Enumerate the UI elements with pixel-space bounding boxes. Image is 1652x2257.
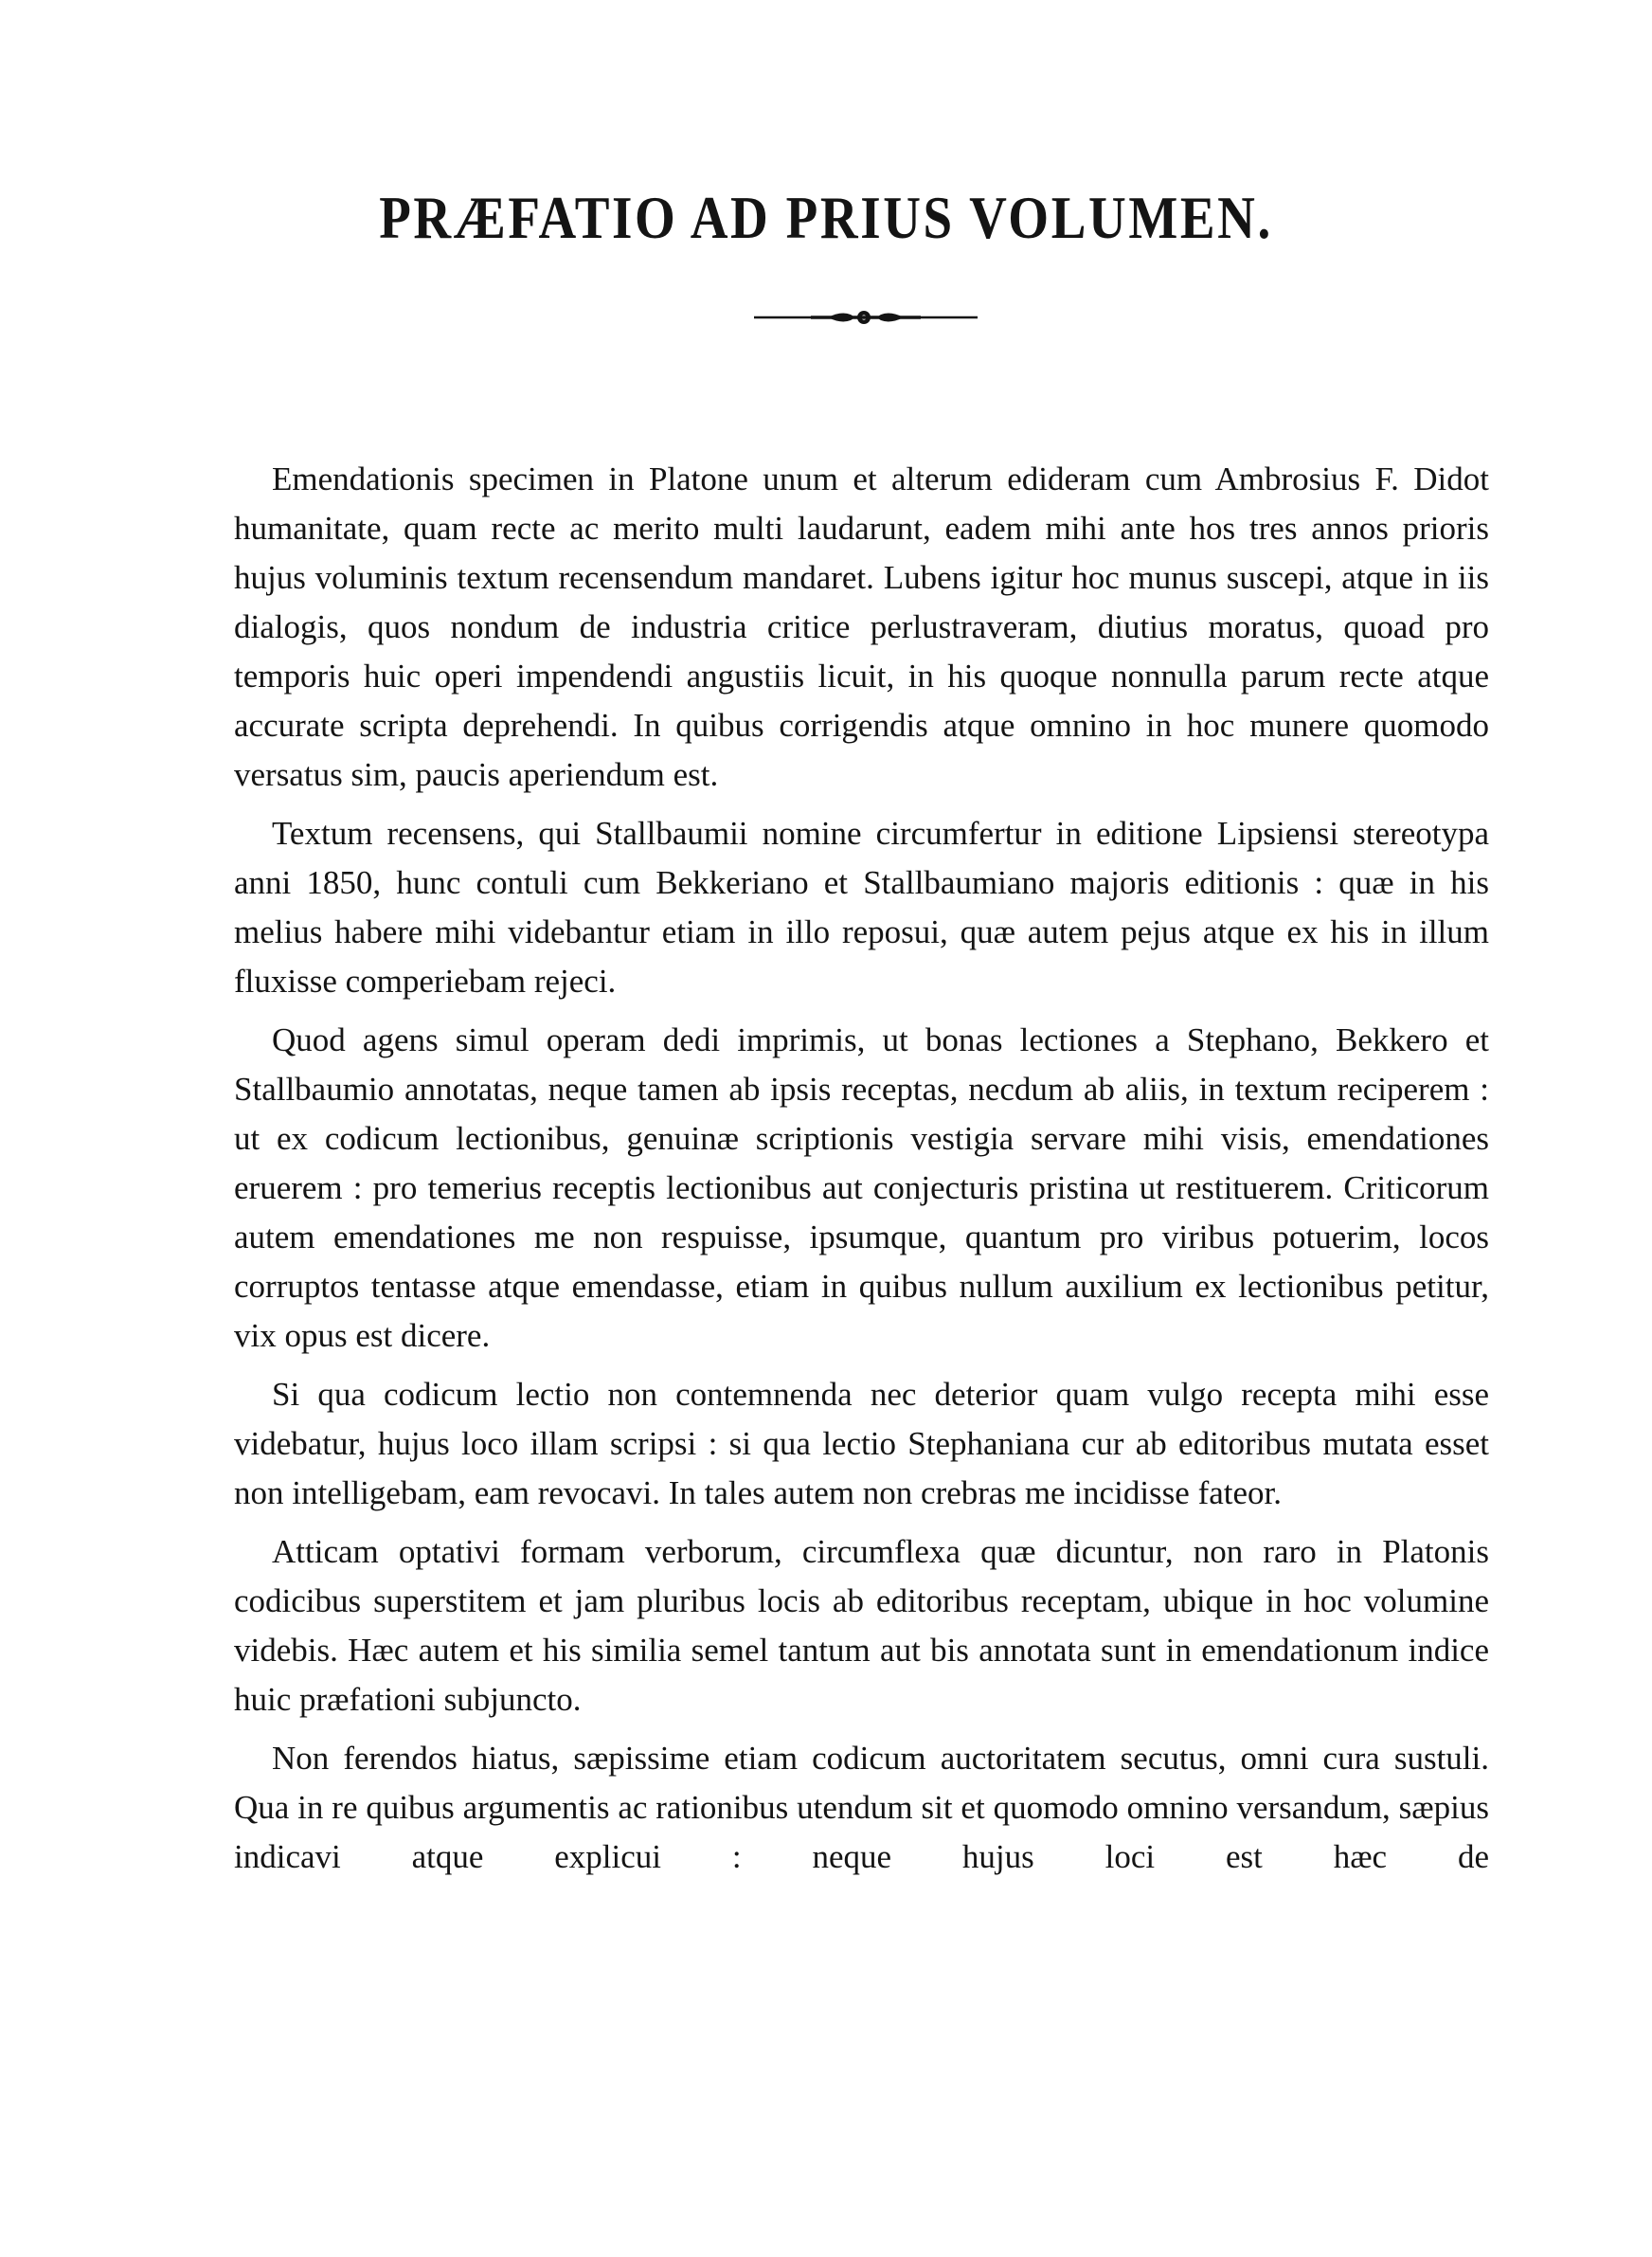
paragraph-5: Atticam optativi formam verborum, circumflexa quæ dicuntur, non raro in Platonis codicibus superstitem et jam pluribus locis ab editoribus receptam, ubique in hoc volumine videbis. Hæc autem et his similia semel tantum aut bis annotata sunt in emendationum indice huic præfationi subjuncto. [234, 1533, 1489, 1718]
paragraph-2: Textum recensens, qui Stallbaumii nomine circumfertur in editione Lipsiensi stereotypa anni 1850, hunc contuli cum Bekkeriano et Stallbaumiano majoris editionis : quæ in his melius habere mihi videbantur etiam in illo reposui, quæ autem pejus atque ex his in illum fluxisse comperiebam rejeci. [234, 815, 1489, 1000]
preface-body [234, 455, 1489, 1882]
paragraph-6: Non ferendos hiatus, sæpissime etiam codicum auctoritatem secutus, omni cura sustuli. Qua in re quibus argumentis ac rationibus utendum sit et quomodo omnino versandum, sæpius indicavi atque explicui : neque hujus loci est hæc de [234, 1740, 1489, 1875]
ornamental-rule-icon [754, 305, 978, 330]
paragraph-4: Si qua codicum lectio non contemnenda nec deterior quam vulgo recepta mihi esse videbatur, hujus loco illam scripsi : si qua lectio Stephaniana cur ab editoribus mutata esset non intelligebam, eam revocavi. In tales autem non crebras me incidisse fateor. [234, 1376, 1489, 1511]
page-title: PRÆFATIO AD PRIUS VOLUMEN. [379, 183, 1273, 251]
paragraph-3: Quod agens simul operam dedi imprimis, ut bonas lectiones a Stephano, Bekkero et Stallbaumio annotatas, neque tamen ab ipsis receptas, necdum ab aliis, in textum reciperem : ut ex codicum lectionibus, genuinæ scriptionis vestigia servare mihi visis, emendationes eruerem : pro temerius receptis lectionibus aut conjecturis pristina ut restituerem. Criticorum autem emendationes me non respuisse, ipsumque, quantum pro viribus potuerim, locos corruptos tentasse atque emendasse, etiam in quibus nullum auxilium ex lectionibus petitur, vix opus est dicere. [234, 1021, 1489, 1354]
paragraph-1: Emendationis specimen in Platone unum et alterum edideram cum Ambrosius F. Didot humanitate, quam recte ac merito multi laudarunt, eadem mihi ante hos tres annos prioris hujus voluminis textum recensendum mandaret. Lubens igitur hoc munus suscepi, atque in iis dialogis, quos nondum de industria critice perlustraveram, diutius moratus, quoad pro temporis huic operi impendendi angustiis licuit, in his quoque nonnulla parum recte atque accurate scripta deprehendi. In quibus corrigendis atque omnino in hoc munere quomodo versatus sim, paucis aperiendum est. [234, 460, 1489, 793]
